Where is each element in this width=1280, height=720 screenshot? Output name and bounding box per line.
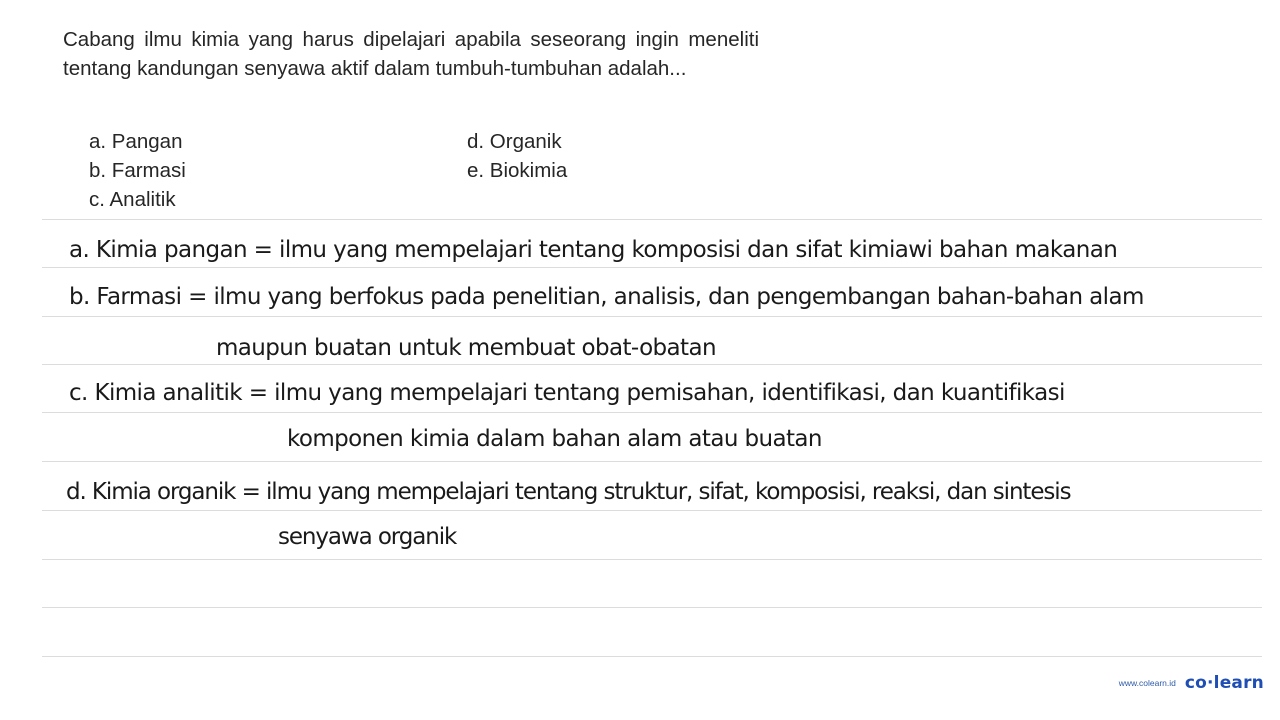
option-c: c. Analitik bbox=[89, 188, 176, 211]
watermark bbox=[1119, 673, 1264, 693]
ruled-line bbox=[42, 656, 1262, 657]
ruled-line bbox=[42, 510, 1262, 511]
ruled-line bbox=[42, 267, 1262, 268]
ruled-line bbox=[42, 461, 1262, 462]
ruled-line bbox=[42, 364, 1262, 365]
answer-analitik-continued: komponen kimia dalam bahan alam atau buatan bbox=[287, 426, 822, 452]
ruled-line bbox=[42, 219, 1262, 220]
option-a: a. Pangan bbox=[89, 130, 183, 153]
answer-farmasi: b. Farmasi = ilmu yang berfokus pada penelitian, analisis, dan pengembangan bahan-bahan alam bbox=[69, 284, 1144, 310]
answer-farmasi-continued: maupun buatan untuk membuat obat-obatan bbox=[216, 335, 716, 361]
answer-organik-continued: senyawa organik bbox=[278, 524, 457, 550]
ruled-line bbox=[42, 316, 1262, 317]
question-text: Cabang ilmu kimia yang harus dipelajari apabila seseorang ingin meneliti tentang kandungan senyawa aktif dalam tumbuh-tumbuhan adalah... bbox=[63, 28, 759, 80]
option-e: e. Biokimia bbox=[467, 159, 568, 182]
ruled-line bbox=[42, 559, 1262, 560]
answer-analitik: c. Kimia analitik = ilmu yang mempelajari tentang pemisahan, identifikasi, dan kuantifikasi bbox=[69, 380, 1065, 406]
answer-organik: d. Kimia organik = ilmu yang mempelajari tentang struktur, sifat, komposisi, reaksi, dan sintesis bbox=[66, 479, 1071, 505]
watermark-url: www.colearn.id bbox=[1118, 678, 1176, 688]
ruled-line bbox=[42, 607, 1262, 608]
answer-pangan: a. Kimia pangan = ilmu yang mempelajari tentang komposisi dan sifat kimiawi bahan makanan bbox=[69, 237, 1118, 263]
option-d: d. Organik bbox=[467, 130, 562, 153]
ruled-line bbox=[42, 412, 1262, 413]
colearn-logo: co·learn bbox=[1184, 673, 1264, 693]
option-b: b. Farmasi bbox=[89, 159, 186, 182]
